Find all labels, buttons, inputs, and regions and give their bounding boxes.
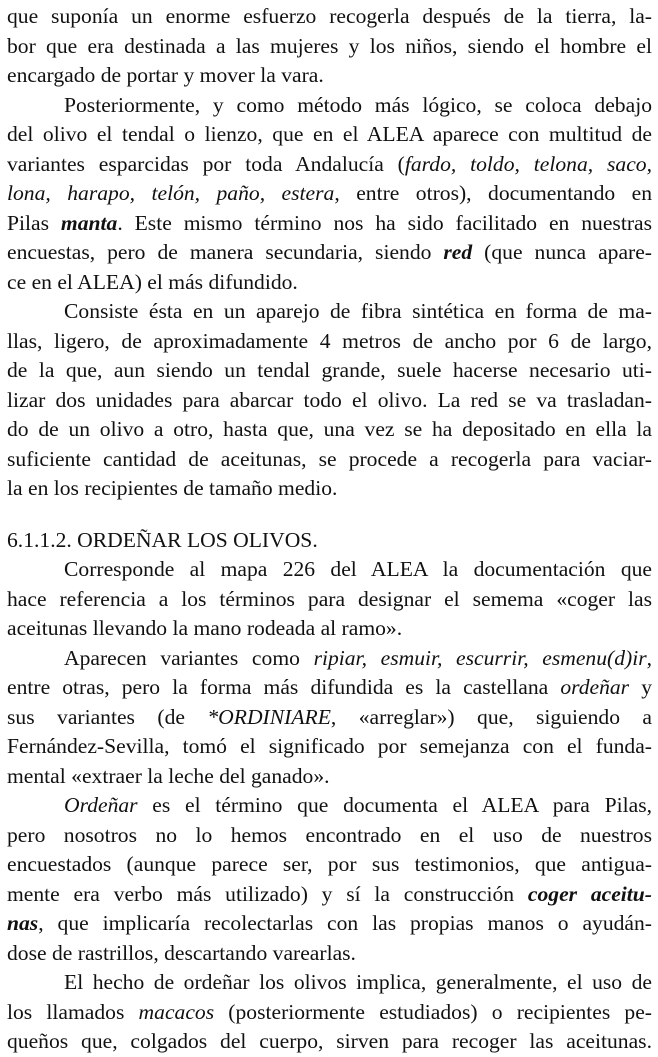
italic-term: ripiar, esmuir, escurrir, esmenu(d)ir xyxy=(313,645,647,670)
paragraph-tendal xyxy=(7,91,652,298)
text-line xyxy=(7,2,652,32)
text-line xyxy=(7,909,652,939)
text-run: Consiste ésta en un aparejo de fibra sintética en forma de ma- xyxy=(64,299,652,323)
paragraph-intro-continuation xyxy=(7,2,652,91)
text-line xyxy=(7,673,652,703)
text-run: encargado de portar y mover la vara. xyxy=(7,63,324,87)
text-line xyxy=(7,268,652,298)
text-run: ce en el ALEA) el más difundido. xyxy=(7,269,298,294)
paragraph-mapa-226 xyxy=(7,555,652,644)
text-run: que suponía un enorme esfuerzo recogerla después de la tierra, la- xyxy=(7,4,652,28)
bold-term xyxy=(528,882,652,906)
text-run: lizar dos unidades para abarcar todo el olivo. La red se va trasladan- xyxy=(7,387,652,412)
text-run: Posteriormente, y como método más lógico, se coloca debajo xyxy=(64,92,652,117)
text-run: do de un olivo a otro, hasta que, una vez se ha depositado en ella la xyxy=(7,417,652,441)
text-line xyxy=(7,732,652,762)
text-run: , «arreglar») que, siguiendo a xyxy=(330,704,652,729)
text-line xyxy=(7,614,652,644)
text-run: sus variantes (de xyxy=(7,704,208,729)
text-line xyxy=(7,150,652,180)
text-line xyxy=(7,32,652,62)
text-run: pero nosotros no lo hemos encontrado en el uso de nuestros xyxy=(7,822,652,847)
italic-term: coger aceitu- xyxy=(527,881,652,906)
section-gap xyxy=(7,504,652,526)
italic-term: lona, harapo, telón, paño, estera xyxy=(7,181,335,205)
text-run: encuestas, pero de manera secundaria, siendo xyxy=(7,240,444,264)
bold-term xyxy=(7,911,38,935)
text-line xyxy=(7,386,652,416)
paragraph-red xyxy=(7,297,652,504)
bold-term xyxy=(443,240,472,264)
text-run: 6.1.1.2. ORDEÑAR LOS OLIVOS. xyxy=(7,527,318,552)
italic-term: macacos xyxy=(138,999,215,1024)
text-run: (que nunca apare- xyxy=(472,240,652,264)
text-run: los llamados xyxy=(7,999,139,1024)
text-line xyxy=(7,821,652,851)
italic-term: red xyxy=(443,240,473,264)
paragraph-macacos xyxy=(7,968,652,1057)
text-run: Fernández-Sevilla, tomó el significado por semejanza con el funda- xyxy=(7,734,652,758)
bold-term xyxy=(61,211,117,235)
text-line xyxy=(7,356,652,386)
text-line xyxy=(7,762,652,792)
text-run: llas, ligero, de aproximadamente 4 metros de ancho por 6 de largo, xyxy=(7,328,652,353)
text-run: , que implicaría recolectarlas con las propias manos o ayudán- xyxy=(38,911,652,935)
text-line xyxy=(7,445,652,475)
document-page xyxy=(7,2,652,1057)
text-run: encuestados (aunque parece ser, por sus testimonios, que antigua- xyxy=(7,852,652,876)
text-line xyxy=(7,644,652,674)
text-run: , xyxy=(646,645,653,670)
text-line xyxy=(7,415,652,445)
text-line xyxy=(7,555,652,585)
text-run: variantes esparcidas por toda Andalucía ( xyxy=(7,151,405,176)
text-line xyxy=(7,327,652,357)
text-run: , entre otros), documentando en xyxy=(334,181,653,205)
text-run: Aparecen variantes como xyxy=(64,645,314,670)
text-run: hace referencia a los términos para designar el semema «coger las xyxy=(7,586,652,611)
text-run: mente era verbo más utilizado) y sí la construcción xyxy=(7,881,528,906)
italic-term: *ORDINIARE xyxy=(207,704,331,729)
text-line xyxy=(7,474,652,504)
paragraph-variantes xyxy=(7,644,652,792)
text-line xyxy=(7,297,652,327)
text-line xyxy=(7,120,652,150)
italic-term: ordeñar xyxy=(560,675,630,699)
text-run: Corresponde al mapa 226 del ALEA la documentación que xyxy=(64,557,652,581)
text-line xyxy=(7,179,652,209)
text-run: entre otras, pero la forma más difundida es la castellana xyxy=(7,675,561,699)
text-run: de la que, aun siendo un tendal grande, suele hacerse necesario uti- xyxy=(7,358,652,382)
text-line xyxy=(7,209,652,239)
italic-term: manta xyxy=(60,210,118,235)
text-run: dose de rastrillos, descartando varearlas. xyxy=(7,940,356,965)
text-run: aceitunas llevando la mano rodeada al ramo». xyxy=(7,616,403,640)
text-line xyxy=(7,238,652,268)
paragraph-ordenar xyxy=(7,791,652,968)
text-line xyxy=(7,968,652,998)
text-line xyxy=(7,1027,652,1057)
text-run: Pilas xyxy=(7,210,61,235)
italic-term: Ordeñar xyxy=(64,793,138,817)
text-run: bor que era destinada a las mujeres y los niños, siendo el hombre el xyxy=(7,33,652,58)
text-run: El hecho de ordeñar los olivos implica, generalmente, el uso de xyxy=(64,970,652,994)
text-run: y xyxy=(629,675,652,699)
text-line xyxy=(7,526,652,556)
text-line xyxy=(7,585,652,615)
text-run: la en los recipientes de tamaño medio. xyxy=(7,476,338,500)
text-run: queños que, colgados del cuerpo, sirven para recoger las aceitunas. xyxy=(7,1029,652,1053)
text-line xyxy=(7,703,652,733)
text-run: . Este mismo término nos ha sido facilitado en nuestras xyxy=(117,210,652,235)
text-line xyxy=(7,880,652,910)
italic-term: fardo, toldo, telona, saco, xyxy=(404,151,652,176)
text-run: (posteriormente estudiados) o recipientes pe- xyxy=(214,999,652,1024)
text-run: del olivo el tendal o lienzo, que en el ALEA aparece con multitud de xyxy=(7,122,652,146)
text-line xyxy=(7,850,652,880)
text-run: mental «extraer la leche del ganado». xyxy=(7,763,330,788)
text-line xyxy=(7,939,652,969)
text-line xyxy=(7,998,652,1028)
italic-term: nas xyxy=(7,911,39,935)
text-line xyxy=(7,91,652,121)
text-run: suficiente cantidad de aceitunas, se procede a recogerla para vaciar- xyxy=(7,446,652,471)
text-line xyxy=(7,61,652,91)
text-line xyxy=(7,791,652,821)
text-run: es el término que documenta el ALEA para Pilas, xyxy=(137,793,652,817)
section-heading xyxy=(7,526,652,556)
